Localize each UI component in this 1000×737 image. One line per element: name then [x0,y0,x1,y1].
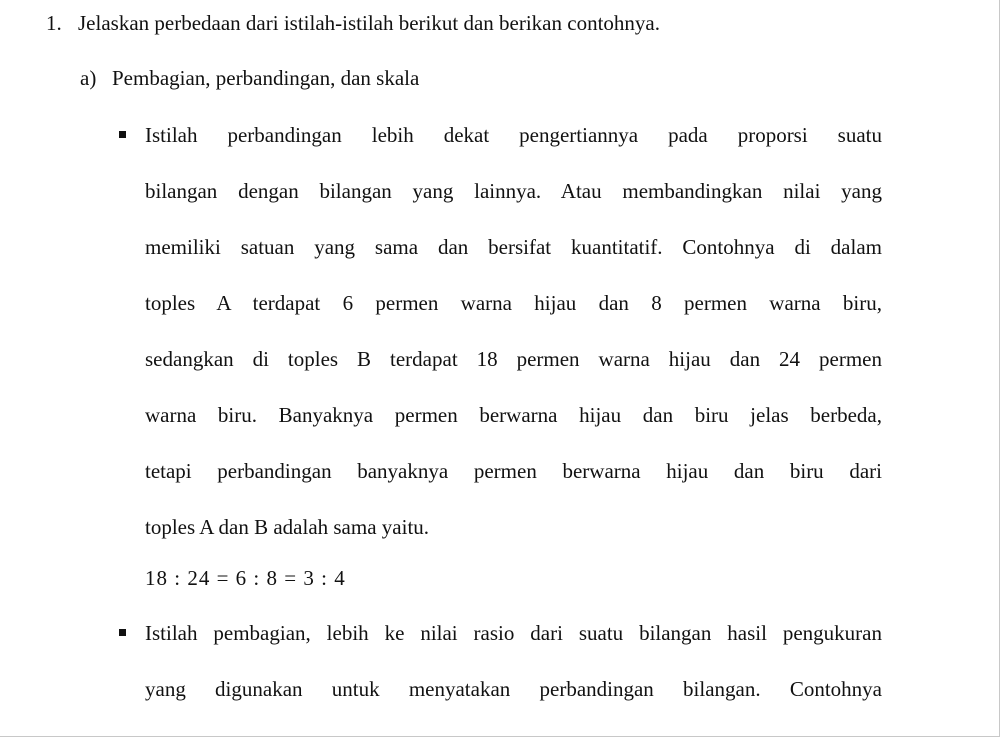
bullet-paragraph-2 [145,605,882,717]
question-text: Jelaskan perbedaan dari istilah-istilah berikut dan berikan contohnya. [78,11,660,35]
question-1 [46,8,660,38]
paragraph-line: toples A terdapat 6 permen warna hijau dan 8 permen warna biru, [145,291,882,315]
paragraph-line: yang digunakan untuk menyatakan perbandingan bilangan. Contohnya [145,677,882,701]
paragraph-line: Istilah perbandingan lebih dekat pengertiannya pada proporsi suatu [145,123,882,147]
paragraph-line: tetapi perbandingan banyaknya permen berwarna hijau dan biru dari [145,459,882,483]
subquestion-letter: a) [80,66,97,90]
subquestion-text: Pembagian, perbandingan, dan skala [112,66,420,90]
paragraph-line: toples A dan B adalah sama yaitu. [145,515,430,539]
bullet-paragraph-1 [145,107,882,555]
paragraph-line: sedangkan di toples B terdapat 18 permen warna hijau dan 24 permen [145,347,882,371]
paragraph-line: Istilah pembagian, lebih ke nilai rasio dari suatu bilangan hasil pengukuran [145,621,882,645]
paragraph-line: bilangan dengan bilangan yang lainnya. Atau membandingkan nilai yang [145,179,882,203]
ratio-equation: 18 : 24 = 6 : 8 = 3 : 4 [145,566,346,590]
question-number: 1. [46,11,62,35]
bullet-marker-2 [119,629,126,636]
paragraph-line: warna biru. Banyaknya permen berwarna hijau dan biru jelas berbeda, [145,403,882,427]
subquestion-a [80,63,419,93]
paragraph-line: memiliki satuan yang sama dan bersifat kuantitatif. Contohnya di dalam [145,235,882,259]
bullet-marker-1 [119,131,126,138]
